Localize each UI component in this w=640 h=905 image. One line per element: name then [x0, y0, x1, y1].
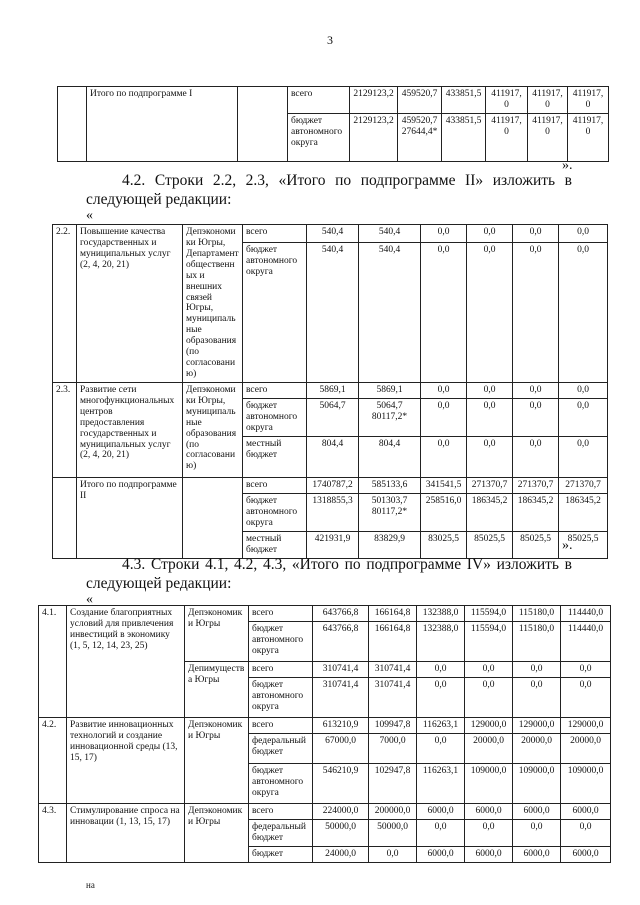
table-subprogram-4	[38, 605, 611, 863]
value-cell: 6000,0	[561, 846, 611, 862]
value-cell: 0,0	[417, 819, 465, 846]
table-row	[53, 382, 608, 398]
value-cell: 50000,0	[369, 819, 417, 846]
value-cell: 6000,0	[561, 803, 611, 819]
closing-quote: ».	[562, 158, 573, 173]
finance-type: бюджет автономного округа	[288, 113, 350, 161]
finance-type: всего	[249, 606, 313, 622]
value-cell: 20000,0	[465, 733, 513, 763]
row-number: 2.2.	[53, 225, 77, 383]
value-cell: 85025,5	[513, 531, 559, 558]
value-cell: 459520,7	[398, 87, 442, 114]
finance-type: бюджет автономного округа	[249, 677, 313, 717]
paragraph-4-2-line2: следующей редакции:	[86, 191, 232, 208]
value-cell: 200000,0	[369, 803, 417, 819]
value-cell: 102947,8	[369, 763, 417, 803]
value-cell: 85025,5	[467, 531, 513, 558]
value-cell: 186345,2	[559, 493, 608, 531]
finance-type: федеральный бюджет	[249, 819, 313, 846]
table-row	[39, 717, 611, 733]
value-cell: 129000,0	[513, 717, 561, 733]
value-cell: 0,0	[421, 436, 467, 477]
row-name: Итого по подпрограмме I	[87, 87, 238, 162]
page-number: 3	[327, 33, 333, 47]
value-cell: 20000,0	[561, 733, 611, 763]
value-cell: 115180,0	[513, 606, 561, 622]
row-number: 4.2.	[39, 717, 67, 803]
value-cell: 7000,0	[369, 733, 417, 763]
value-cell: 0,0	[421, 225, 467, 243]
value-cell: 0,0	[513, 382, 559, 398]
value-cell: 24000,0	[313, 846, 369, 862]
value-cell: 109947,8	[369, 717, 417, 733]
finance-type: всего	[249, 661, 313, 677]
value-cell: 804,4	[359, 436, 421, 477]
value-cell: 411917,0	[528, 113, 568, 161]
value-cell: 271370,7	[513, 477, 559, 493]
value-cell: 83829,9	[359, 531, 421, 558]
value-cell: 0,0	[417, 677, 465, 717]
finance-type: всего	[249, 717, 313, 733]
finance-type: местный бюджет	[243, 531, 307, 558]
table-subprogram-2	[52, 224, 608, 559]
finance-type: федеральный бюджет	[249, 733, 313, 763]
finance-type: всего	[288, 87, 350, 114]
value-cell: 0,0	[467, 436, 513, 477]
value-cell: 341541,5	[421, 477, 467, 493]
value-cell: 310741,4	[313, 677, 369, 717]
value-cell: 804,4	[307, 436, 359, 477]
table-row	[53, 477, 608, 493]
value-cell: 433851,5	[442, 87, 486, 114]
value-cell: 459520,7 27644,4*	[398, 113, 442, 161]
value-cell: 132388,0	[417, 621, 465, 661]
value-cell: 85025,5	[559, 531, 608, 558]
value-cell: 129000,0	[465, 717, 513, 733]
paragraph-4-3-line2: следующей редакции:	[86, 575, 232, 592]
value-cell: 6000,0	[513, 803, 561, 819]
value-cell: 0,0	[465, 661, 513, 677]
table-row	[58, 87, 609, 114]
finance-type: всего	[243, 382, 307, 398]
value-cell: 0,0	[559, 398, 608, 436]
value-cell: 115180,0	[513, 621, 561, 661]
value-cell: 115594,0	[465, 621, 513, 661]
row-name: Повышение качества государственных и муниципальных услуг (2, 4, 20, 21)	[77, 225, 183, 383]
value-cell: 540,4	[307, 225, 359, 243]
value-cell: 0,0	[513, 242, 559, 382]
row-name: Стимулирование спроса на инновации (1, 13, 15, 17)	[67, 803, 185, 862]
value-cell: 310741,4	[369, 661, 417, 677]
value-cell: 166164,8	[369, 621, 417, 661]
row-name: Создание благоприятных условий для привлечения инвестиций в экономику (1, 5, 12, 14, 23, 25)	[67, 606, 185, 718]
value-cell: 5869,1	[307, 382, 359, 398]
executor: Депэкономики Югры	[185, 803, 249, 862]
value-cell: 540,4	[359, 225, 421, 243]
value-cell: 129000,0	[561, 717, 611, 733]
value-cell: 5869,1	[359, 382, 421, 398]
value-cell: 0,0	[467, 225, 513, 243]
value-cell: 540,4	[359, 242, 421, 382]
value-cell: 109000,0	[561, 763, 611, 803]
value-cell: 411917,0	[486, 87, 528, 114]
finance-type: бюджет автономного округа	[249, 763, 313, 803]
value-cell: 114440,0	[561, 606, 611, 622]
value-cell: 310741,4	[369, 677, 417, 717]
finance-type: всего	[249, 803, 313, 819]
value-cell: 585133,6	[359, 477, 421, 493]
value-cell: 0,0	[513, 225, 559, 243]
value-cell: 643766,8	[313, 606, 369, 622]
opening-quote: «	[86, 208, 93, 223]
value-cell: 0,0	[561, 677, 611, 717]
value-cell: 186345,2	[513, 493, 559, 531]
opening-quote: «	[86, 592, 93, 607]
value-cell: 540,4	[307, 242, 359, 382]
value-cell: 224000,0	[313, 803, 369, 819]
value-cell: 6000,0	[417, 803, 465, 819]
value-cell: 0,0	[513, 677, 561, 717]
finance-type: бюджет автономного округа	[243, 493, 307, 531]
value-cell: 643766,8	[313, 621, 369, 661]
value-cell: 1740787,2	[307, 477, 359, 493]
executor: Депэкономики Югры	[185, 717, 249, 803]
value-cell: 258516,0	[421, 493, 467, 531]
value-cell: 6000,0	[417, 846, 465, 862]
table-row	[39, 606, 611, 622]
finance-type: бюджет автономного округа	[243, 242, 307, 382]
value-cell: 1318855,3	[307, 493, 359, 531]
finance-type: всего	[243, 225, 307, 243]
table-row	[53, 225, 608, 243]
value-cell: 0,0	[467, 242, 513, 382]
value-cell: 0,0	[467, 398, 513, 436]
value-cell: 0,0	[559, 225, 608, 243]
value-cell: 109000,0	[513, 763, 561, 803]
value-cell: 411917,0	[528, 87, 568, 114]
value-cell: 0,0	[467, 382, 513, 398]
value-cell: 0,0	[561, 661, 611, 677]
value-cell: 132388,0	[417, 606, 465, 622]
footer-note: на	[86, 880, 95, 890]
value-cell: 116263,1	[417, 763, 465, 803]
value-cell: 6000,0	[513, 846, 561, 862]
value-cell: 109000,0	[465, 763, 513, 803]
value-cell: 411917,0	[568, 87, 609, 114]
row-number: 4.3.	[39, 803, 67, 862]
executor: Депэкономики Югры, Департамент общественных и внешних связей Югры, муниципальные образования (по согласованию)	[183, 225, 243, 383]
table-row	[39, 803, 611, 819]
finance-type: бюджет автономного округа	[249, 621, 313, 661]
value-cell: 83025,5	[421, 531, 467, 558]
value-cell: 166164,8	[369, 606, 417, 622]
value-cell: 271370,7	[559, 477, 608, 493]
value-cell: 6000,0	[465, 846, 513, 862]
value-cell: 5064,7	[307, 398, 359, 436]
value-cell: 2129123,2	[350, 113, 398, 161]
value-cell: 0,0	[513, 661, 561, 677]
value-cell: 0,0	[421, 382, 467, 398]
value-cell: 0,0	[417, 733, 465, 763]
value-cell: 115594,0	[465, 606, 513, 622]
row-number: 4.1.	[39, 606, 67, 718]
executor: Депэкономики Югры, муниципальные образования (по согласованию)	[183, 382, 243, 477]
value-cell: 613210,9	[313, 717, 369, 733]
value-cell: 6000,0	[465, 803, 513, 819]
paragraph-4-2-line1: 4.2. Строки 2.2, 2.3, «Итого по подпрограмме II» изложить в	[122, 172, 572, 189]
value-cell: 0,0	[465, 677, 513, 717]
value-cell: 0,0	[559, 436, 608, 477]
value-cell: 67000,0	[313, 733, 369, 763]
value-cell: 0,0	[421, 242, 467, 382]
finance-type: всего	[243, 477, 307, 493]
row-name: Развитие сети многофункциональных центров предоставления государственных и муниципальных услуг (2, 4, 20, 21)	[77, 382, 183, 477]
closing-quote: ».	[562, 538, 573, 553]
value-cell: 0,0	[421, 398, 467, 436]
value-cell: 271370,7	[467, 477, 513, 493]
value-cell: 2129123,2	[350, 87, 398, 114]
value-cell: 546210,9	[313, 763, 369, 803]
value-cell: 421931,9	[307, 531, 359, 558]
value-cell: 0,0	[559, 382, 608, 398]
executor: Депимущества Югры	[185, 661, 249, 717]
value-cell: 433851,5	[442, 113, 486, 161]
value-cell: 0,0	[369, 846, 417, 862]
paragraph-4-3-line1: 4.3. Строки 4.1, 4.2, 4.3, «Итого по подпрограмме IV» изложить в	[122, 556, 572, 573]
value-cell: 0,0	[513, 398, 559, 436]
table-subprogram-1-total	[57, 86, 609, 162]
value-cell: 5064,7 80117,2*	[359, 398, 421, 436]
value-cell: 0,0	[513, 819, 561, 846]
row-name: Развитие инновационных технологий и создание инновационной среды (13, 15, 17)	[67, 717, 185, 803]
finance-type: бюджет автономного округа	[243, 398, 307, 436]
value-cell: 411917,0	[568, 113, 609, 161]
row-name: Итого по подпрограмме II	[77, 477, 183, 558]
value-cell: 310741,4	[313, 661, 369, 677]
value-cell: 0,0	[465, 819, 513, 846]
value-cell: 0,0	[561, 819, 611, 846]
value-cell: 0,0	[559, 242, 608, 382]
value-cell: 0,0	[513, 436, 559, 477]
value-cell: 501303,7 80117,2*	[359, 493, 421, 531]
value-cell: 114440,0	[561, 621, 611, 661]
value-cell: 116263,1	[417, 717, 465, 733]
value-cell: 0,0	[417, 661, 465, 677]
row-number: 2.3.	[53, 382, 77, 477]
executor: Депэкономики Югры	[185, 606, 249, 662]
finance-type: бюджет	[249, 846, 313, 862]
value-cell: 186345,2	[467, 493, 513, 531]
finance-type: местный бюджет	[243, 436, 307, 477]
value-cell: 20000,0	[513, 733, 561, 763]
value-cell: 411917,0	[486, 113, 528, 161]
value-cell: 50000,0	[313, 819, 369, 846]
